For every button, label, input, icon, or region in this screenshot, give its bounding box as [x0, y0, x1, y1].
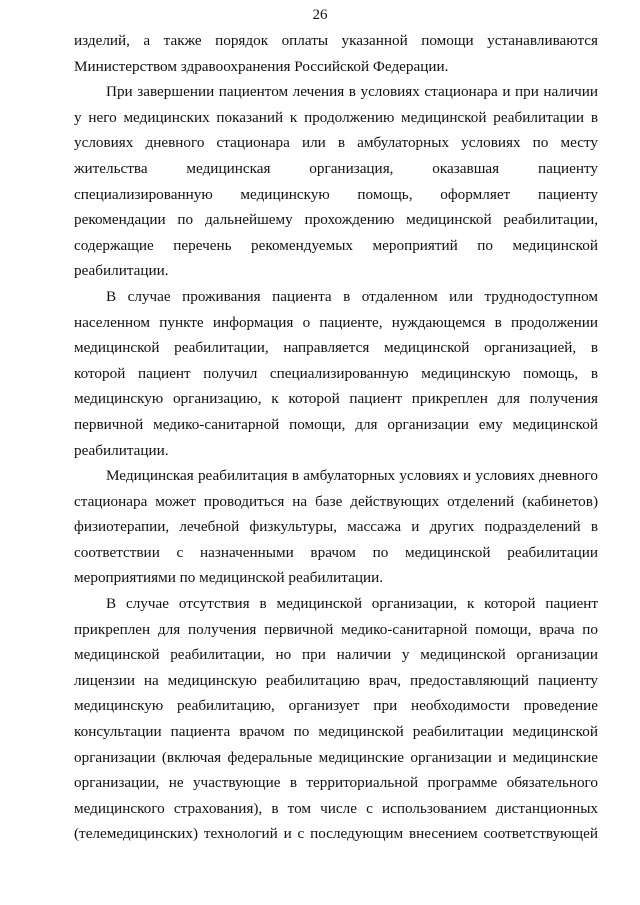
text-line: мероприятиями по медицинской реабилитации. — [74, 569, 383, 587]
text-line: лицензии на медицинскую реабилитацию врач, предоставляющий пациенту — [74, 671, 598, 689]
text-line: соответствии с назначенными врачом по медицинской реабилитации — [74, 543, 598, 561]
document-text — [74, 28, 598, 847]
text-line: которой пациент получил специализированную медицинскую помощь, в — [74, 364, 598, 382]
text-line: реабилитации. — [74, 262, 169, 280]
text-line: физиотерапии, лечебной физкультуры, массажа и других подразделений в — [74, 518, 598, 536]
paragraph-continuation — [74, 28, 598, 79]
paragraph-remote-settlement — [74, 284, 598, 463]
text-line: рекомендации по дальнейшему прохождению медицинской реабилитации, — [74, 211, 598, 229]
text-line: реабилитации. — [74, 441, 169, 459]
text-line: населенном пункте информация о пациенте, нуждающемся в продолжении — [74, 313, 598, 331]
paragraph-discharge-recommendations — [74, 79, 598, 284]
text-line: организации, не участвующие в территориальной программе обязательного — [74, 774, 598, 792]
text-line: организации (включая федеральные медицинские организации и медицинские — [74, 748, 598, 766]
paragraph-absence-of-doctor — [74, 591, 598, 847]
page-number: 26 — [312, 7, 328, 23]
text-line: При завершении пациентом лечения в условиях стационара и при наличии — [106, 83, 598, 101]
text-line: медицинской реабилитации, направляется медицинской организацией, в — [74, 339, 598, 357]
text-line: Медицинская реабилитация в амбулаторных условиях и условиях дневного — [106, 467, 598, 485]
text-line: консультации пациента врачом по медицинской реабилитации медицинской — [74, 723, 598, 741]
text-line: медицинской реабилитации, но при наличии у медицинской организации — [74, 646, 598, 664]
text-line: изделий, а также порядок оплаты указанной помощи устанавливаются — [74, 32, 598, 49]
text-line: стационара может проводиться на базе действующих отделений (кабинетов) — [74, 492, 598, 510]
text-line: медицинскую организацию, к которой пациент прикреплен для получения — [74, 390, 598, 408]
text-line: специализированную медицинскую помощь, оформляет пациенту — [74, 185, 598, 203]
text-line: (телемедицинских) технологий и с последующим внесением соответствующей — [74, 825, 598, 843]
paragraph-outpatient-rehabilitation — [74, 463, 598, 591]
text-line: у него медицинских показаний к продолжению медицинской реабилитации в — [74, 108, 598, 126]
text-line: медицинскую реабилитацию, организует при необходимости проведение — [74, 697, 598, 715]
text-line: В случае проживания пациента в отдаленном или труднодоступном — [106, 287, 598, 305]
text-line: жительства медицинская организация, оказавшая пациенту — [74, 159, 598, 177]
text-line: В случае отсутствия в медицинской организации, к которой пациент — [106, 595, 598, 613]
text-line: содержащие перечень рекомендуемых мероприятий по медицинской — [74, 236, 598, 254]
text-line: первичной медико-санитарной помощи, для организации ему медицинской — [74, 415, 598, 433]
text-line: медицинского страхования), в том числе с использованием дистанционных — [74, 799, 598, 817]
text-line: условиях дневного стационара или в амбулаторных условиях по месту — [74, 134, 598, 152]
text-line: Министерством здравоохранения Российской Федерации. — [74, 57, 449, 75]
text-line: прикреплен для получения первичной медико-санитарной помощи, врача по — [74, 620, 598, 638]
